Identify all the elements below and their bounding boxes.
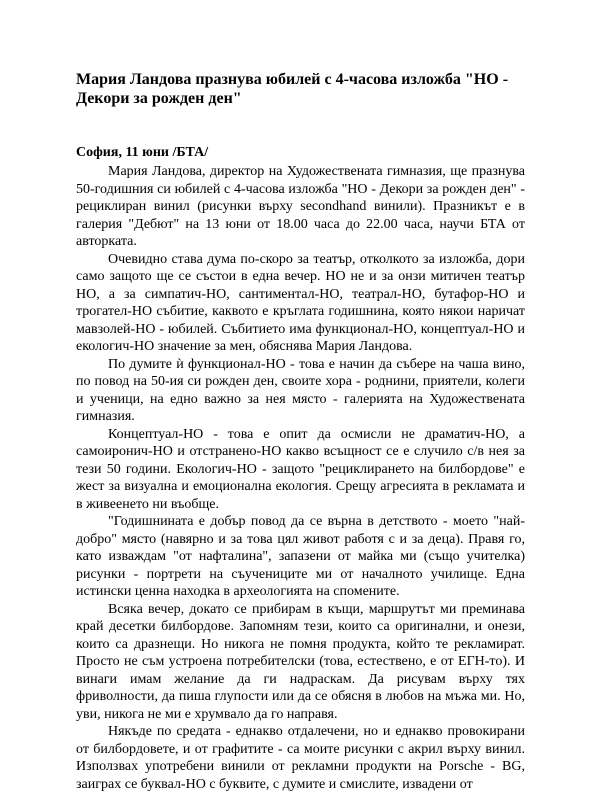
body-paragraph: Мария Ландова, директор на Художествената гимназия, ще празнува 50-годишния си юбилей с 4-часова изложба "НО - Декори за рожден ден" - рециклиран винил (рисунки върху secondhand винили). Празникът е в галерия "Дебют" на 13 юни от 18.00 часа до 22.00 часа, научи БТА от авторката. xyxy=(76,164,525,249)
body-paragraph: Очевидно става дума по-скоро за театър, отколкото за изложба, дори само защото ще се състои в една вечер. НО не и за онзи митичен театър НО, а за симпатич-НО, сантиментал-НО, театрал-НО, бутафор-НО и трогател-НО събитие, каквото е кръглата годишнина, която някои наричат мавзолей-НО - юбилей. Събитието има функционал-НО, концептуал-НО и екологич-НО значение за мен, обяснява Мария Ландова. xyxy=(76,251,525,354)
body-paragraph: Всяка вечер, докато се прибирам в къщи, маршрутът ми преминава край десетки билбордове. Запомням тези, които са оригинални, и онези, които са дразнещи. Но никога не помня продукта, който те рекламират. Просто не съм устроена потребителски (това, естествено, е от ЕГН-то). И винаги имам желание да ги надраскам. Да рисувам върху тях фриволности, да пиша глупости или да се обясня в любов на мъжа ми. Но, уви, никога не ми е хрумвало да го направя. xyxy=(76,601,525,722)
article-title: Мария Ландова празнува юбилей с 4-часова изложба "НО - Декори за рожден ден" xyxy=(76,71,509,107)
body-paragraph: Концептуал-НО - това е опит да осмисли не драматич-НО, а самоиронич-НО и отстранено-НО какво всъщност се е случило с/в нея за тези 50 години. Екологич-НО - защото "рециклирането на билбордове" е жест за визуална и емоционална екология. Срещу агресията в рекламата и в живеенето ни въобще. xyxy=(76,426,525,512)
body-paragraph: По думите ѝ функционал-НО - това е начин да събере на чаша вино, по повод на 50-ия си рожден ден, своите хора - роднини, приятели, колеги и ученици, на едно важно за нея място - галерията на Художествената гимназия. xyxy=(76,356,525,424)
body-paragraph: "Годишнината е добър повод да се върна в детството - моето "най-добро" място (навярно и за това цял живот работя с и за деца). Правя го, като изваждам "от нафталина", запазени от майка ми (също учителка) рисунки - портрети на съучениците ми от началното училище. Една истински ценна находка в археологията на спомените. xyxy=(76,514,525,599)
article-body xyxy=(76,163,525,793)
article-dateline: София, 11 юни /БТА/ xyxy=(76,145,209,160)
body-paragraph: Някъде по средата - еднакво отдалечени, но и еднакво провокирани от билбордовете, и от графитите - са моите рисунки с акрил върху винил. Използвах употребени винили от рекламни продукти на Porsche - BG, заиграх се буквал-НО с буквите, с думите и смислите, извадени от xyxy=(76,724,525,792)
